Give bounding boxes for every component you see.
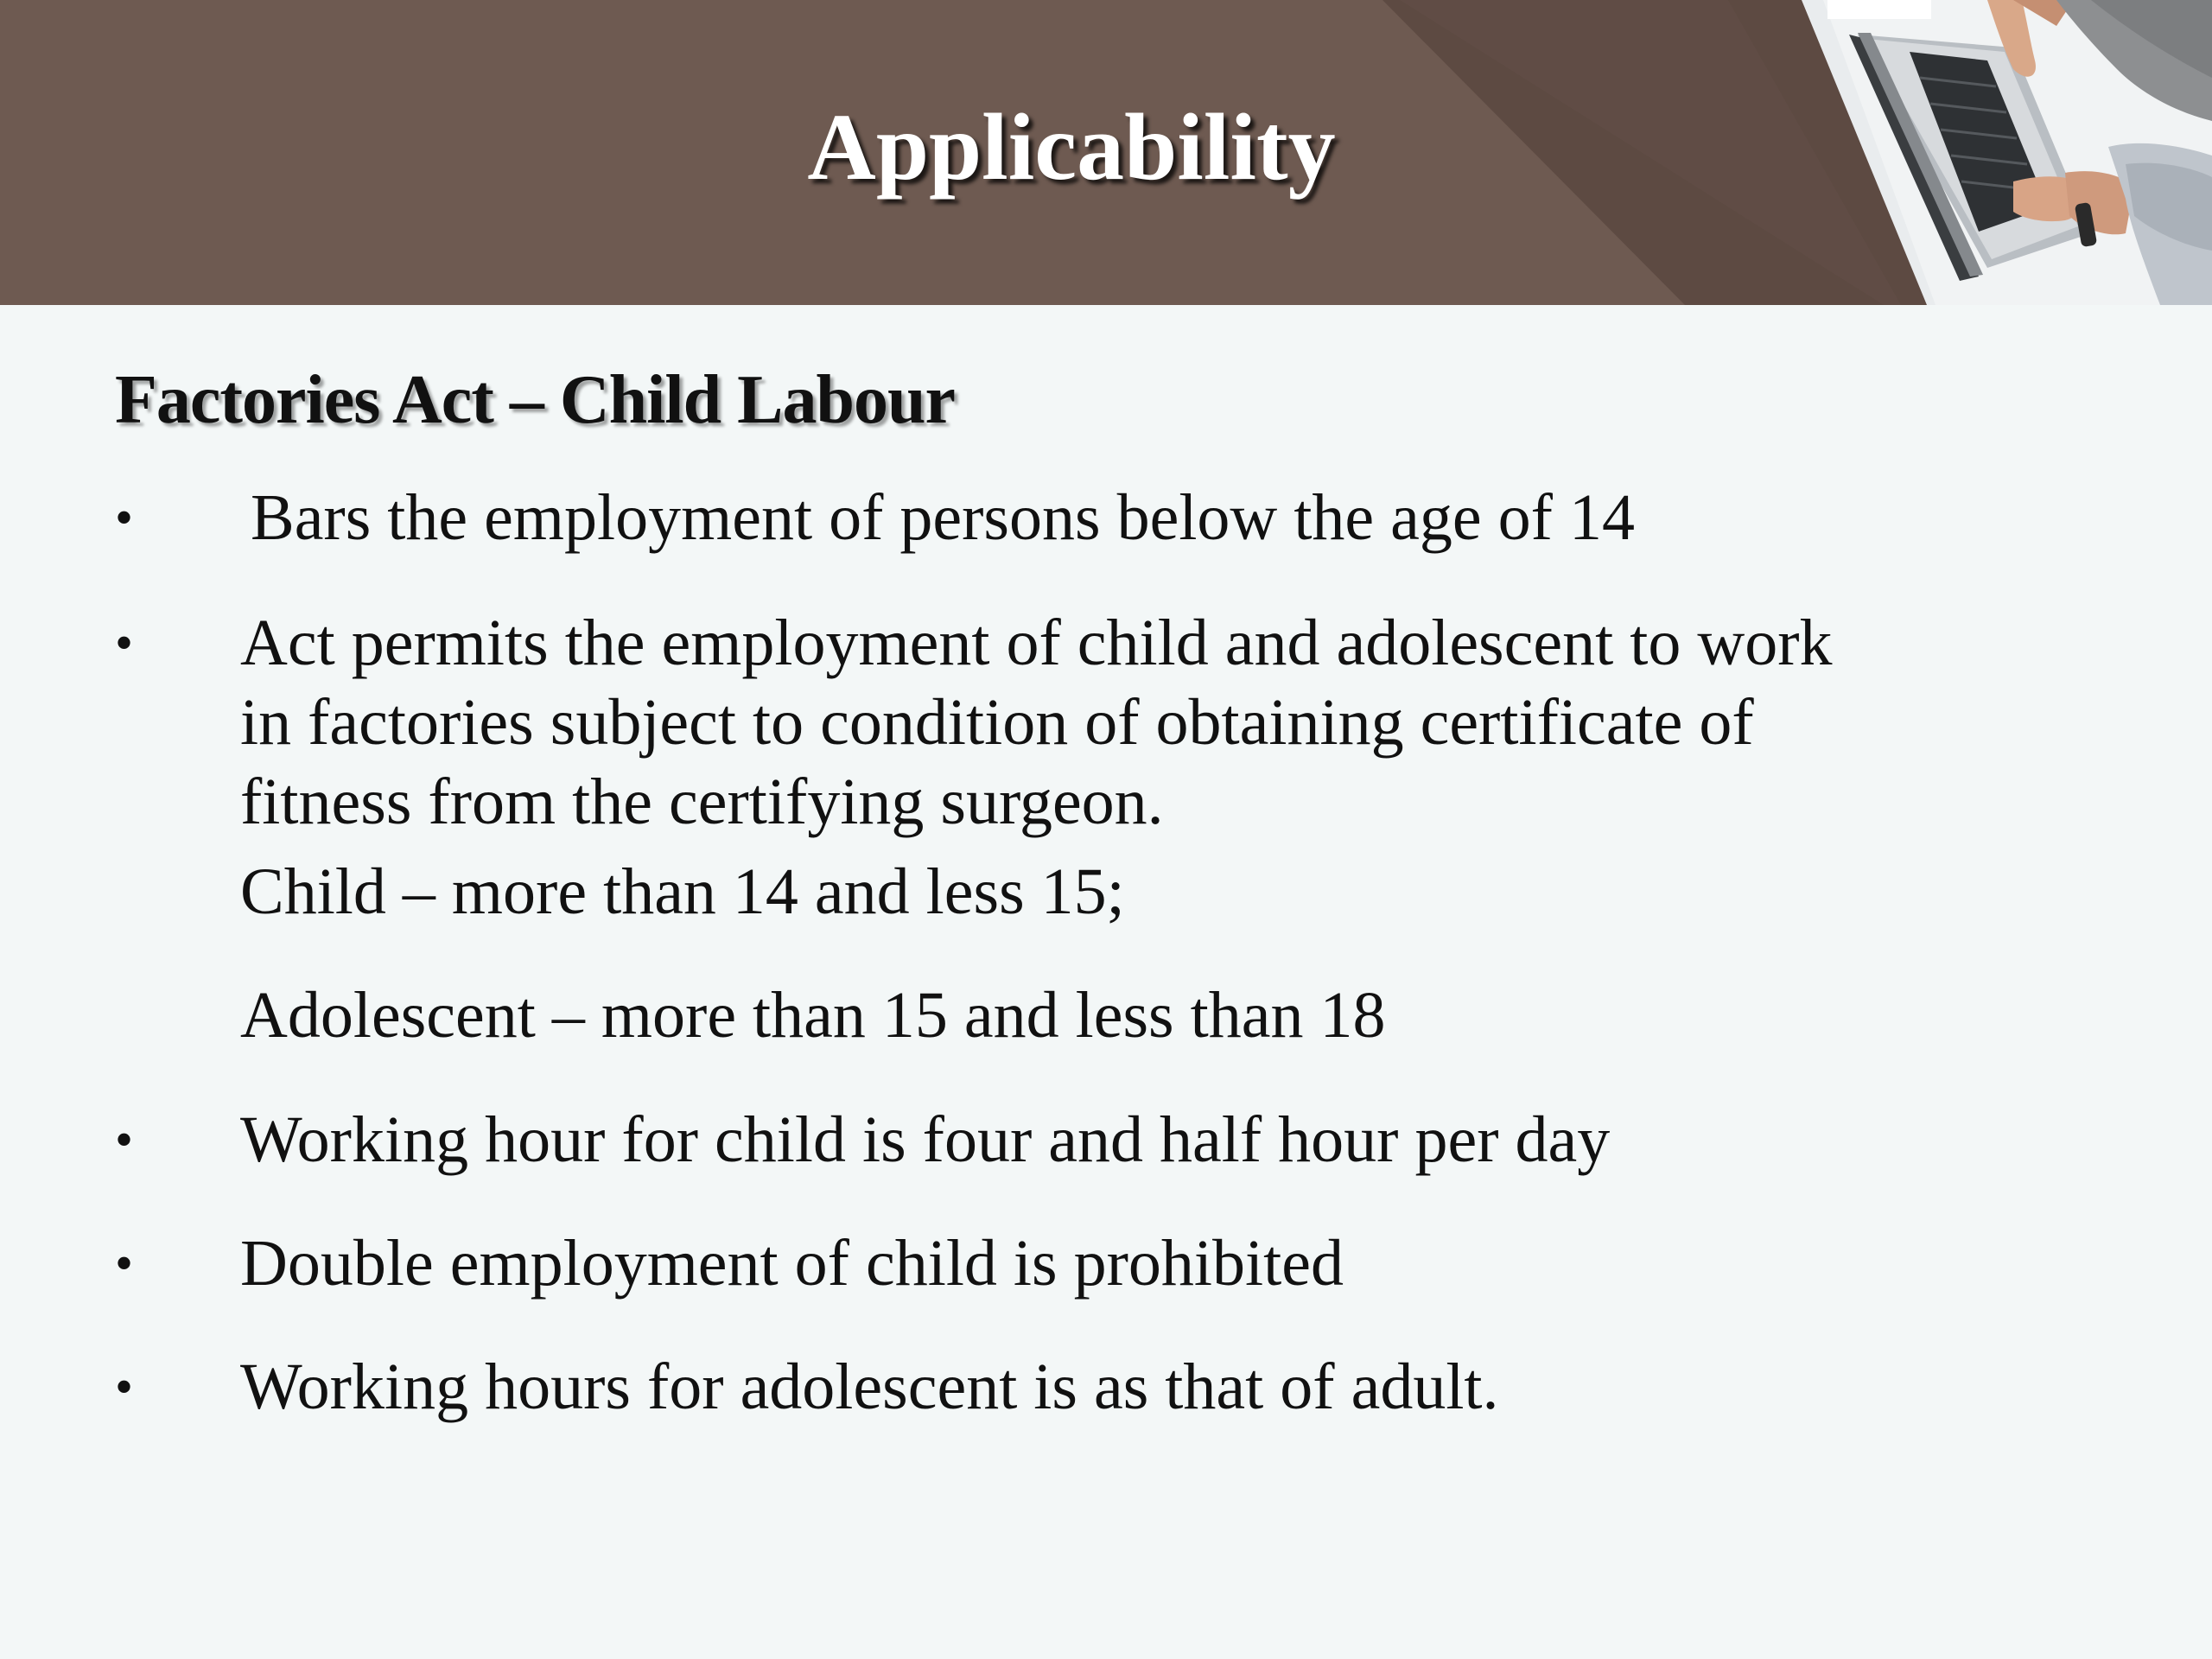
list-item-text: Child – more than 14 and less 15; [240,855,1125,928]
header-banner [0,0,2212,305]
list-item-text: Adolescent – more than 15 and less than 18 [240,979,1386,1052]
list-item-text: Working hour for child is four and half hour per day [240,1103,1611,1176]
list-item-text: Bars the employment of persons below the age of 14 [251,481,1635,554]
slide-content [0,305,2212,1659]
list-item-text: Working hours for adolescent is as that of adult. [240,1351,1499,1423]
bullet-icon: • [115,1358,134,1415]
bullet-icon: • [115,1235,134,1292]
bullet-icon: • [115,614,134,671]
section-heading: Factories Act – Child Labour [115,362,955,438]
list-item-text: Act permits the employment of child and adolescent to work in factories subject to condition of obtaining certificate of fitness from the certifying surgeon. [240,607,1833,838]
bullet-icon: • [115,1111,134,1168]
list-item-text: Double employment of child is prohibited [240,1227,1344,1300]
bullet-icon: • [115,489,134,546]
slide-title: Applicability [807,94,1336,200]
